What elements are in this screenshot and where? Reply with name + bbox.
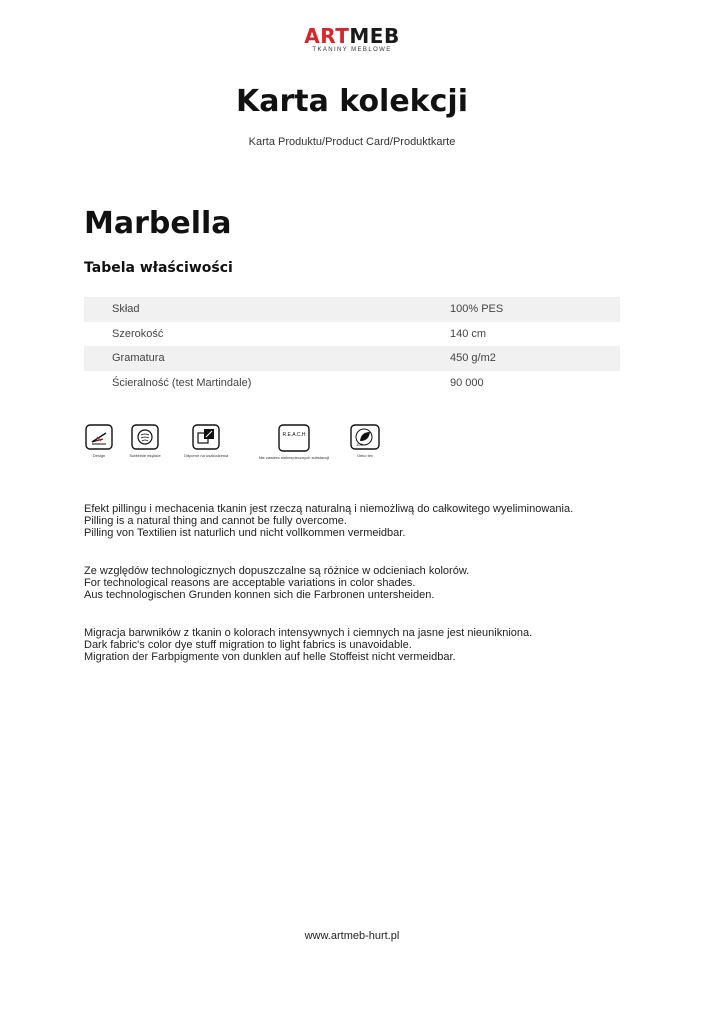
feature-label: Subtelnie miękkie — [129, 453, 161, 458]
table-row — [84, 322, 620, 347]
feature-damage-resistant — [156, 424, 256, 458]
product-name: Marbella — [84, 206, 232, 241]
note-line: For technological reasons are acceptable variations in color shades. — [84, 577, 416, 589]
note-shades — [84, 565, 624, 601]
property-value: 140 cm — [450, 327, 487, 340]
soft-fabric-icon — [131, 424, 159, 450]
note-line: Migracja barwników z tkanin o kolorach intensywnych i ciemnych na jasne jest nieuniknіona. — [84, 627, 533, 639]
property-label: Ścieralność (test Martindale) — [112, 376, 252, 389]
properties-table — [84, 297, 620, 395]
reach-badge-text: R.E.A.C.H — [282, 432, 306, 438]
logo-art: ART — [304, 24, 350, 48]
properties-heading: Tabela właściwości — [84, 260, 233, 276]
logo-tagline: TKANINY MEBLOWE — [312, 47, 392, 53]
property-value: 450 g/m2 — [450, 346, 620, 371]
note-line: Migration der Farbpigmente von dunklen auf helle Stoffeist nicht vermeidbar. — [84, 651, 456, 663]
reach-icon — [278, 424, 310, 452]
oeko-tex-icon — [350, 424, 380, 450]
note-line: Efekt pillingu i mechacenia tkanin jest rzeczą naturalną i niemożliwą do całkowitego wyeliminowania. — [84, 503, 574, 515]
property-value: 90 000 — [450, 376, 484, 389]
property-label: Skład — [84, 297, 450, 322]
feature-oeko-tex — [315, 424, 415, 458]
feature-icons — [0, 424, 704, 464]
logo-wordmark — [0, 26, 704, 46]
footer-website[interactable]: www.artmeb-hurt.pl — [304, 930, 400, 942]
feature-label: Design — [92, 453, 106, 458]
note-line: Dark fabric's color dye stuff migration to light fabrics is unavoidable. — [84, 639, 412, 651]
note-line: Pilling is a natural thing and cannot be fully overcome. — [84, 515, 347, 527]
oeko-badge-text: 100 — [356, 442, 363, 447]
feature-label: Oeko tex — [356, 453, 373, 458]
table-row — [84, 371, 620, 396]
note-line: Ze względów technologicznych dopuszczalne są różnice w odcieniach kolorów. — [84, 565, 470, 577]
property-value: 100% PES — [450, 297, 620, 322]
feature-label: Nie zawiera niebezpiecznych substancji — [258, 455, 330, 460]
logo-meb: MEB — [349, 24, 400, 48]
brand-logo — [0, 26, 704, 53]
property-label: Szerokość — [112, 327, 164, 340]
note-line: Pilling von Textilien ist naturlich und nicht vollkommen vermeidbar. — [84, 527, 406, 539]
page-subtitle: Karta Produktu/Product Card/Produktkarte — [248, 136, 456, 148]
table-row — [84, 297, 620, 322]
note-pilling — [84, 503, 624, 539]
note-line: Aus technologischen Grunden konnen sich die Farbronen untersheiden. — [84, 589, 435, 601]
table-row — [84, 346, 620, 371]
feature-label: Odporne na uszkodzenia — [183, 453, 229, 458]
note-migration — [84, 627, 624, 663]
property-label: Gramatura — [84, 346, 450, 371]
damage-resistant-icon — [192, 424, 220, 450]
page-title: Karta kolekcji — [235, 84, 468, 119]
